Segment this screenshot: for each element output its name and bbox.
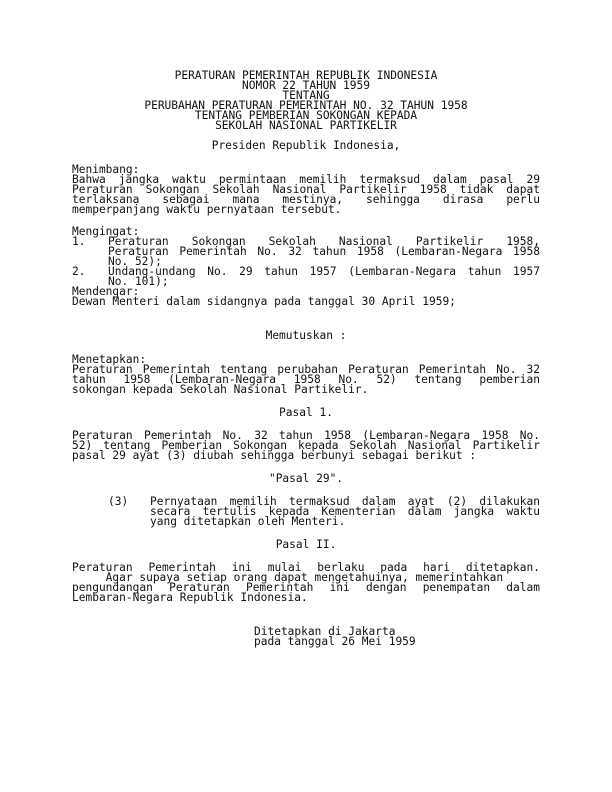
pasal-1-line: pasal 29 ayat (3) diubah sehingga berbunyi sebagai berikut :	[72, 449, 477, 462]
document-page	[72, 71, 540, 647]
menimbang-line: terlaksana sebagai mana mestinya, sehingga dirasa perlu	[72, 193, 540, 206]
menimbang-line: Bahwa jangka waktu permintaan memilih termaksud dalam pasal 29	[72, 173, 540, 186]
item-line: No. 52);	[108, 255, 162, 268]
memutuskan-heading: Memutuskan :	[265, 329, 347, 342]
ayat-number: (3)	[108, 495, 129, 508]
mendengar-text: Dewan Menteri dalam sidangnya pada tanggal 30 April 1959;	[72, 295, 456, 308]
mendengar-label: Mendengar:	[72, 285, 140, 298]
document-header	[72, 71, 540, 131]
item-number: 2.	[72, 265, 86, 278]
mengingat-item	[72, 267, 540, 287]
signature-place: Ditetapkan di Jakarta	[254, 625, 396, 638]
menetapkan-line: tahun 1958 (Lembaran-Negara 1958 No. 52) tentang pemberian	[72, 373, 540, 386]
item-line: Undang-undang No. 29 tahun 1957 (Lembaran-Negara tahun 1957	[108, 265, 540, 278]
item-line: Peraturan Sokongan Sekolah Nasional Partikelir 1958,	[108, 235, 540, 248]
ayat-line: secara tertulis kepada Kementerian dalam jangka waktu	[150, 505, 540, 518]
item-line: Peraturan Pemerintah No. 32 tahun 1958 (Lembaran-Negara 1958	[108, 245, 540, 258]
menimbang-line: memperpanjang waktu pernyataan tersebut.	[72, 203, 342, 216]
menetapkan-line: Peraturan Pemerintah tentang perubahan Peraturan Pemerintah No. 32	[72, 363, 540, 376]
ayat-line: Pernyataan memilih termaksud dalam ayat (2) dilakukan	[150, 495, 540, 508]
header-line: TENTANG PEMBERIAN SOKONGAN KEPADA	[194, 109, 418, 122]
mengingat-label: Mengingat:	[72, 225, 140, 238]
item-number: 1.	[72, 235, 86, 248]
pasal-2-line: Lembaran-Negara Republik Indonesia.	[72, 591, 308, 604]
header-line: PERATURAN PEMERINTAH REPUBLIK INDONESIA	[174, 69, 438, 82]
pasal-1-title: Pasal 1.	[279, 406, 333, 419]
pasal-2-line: Peraturan Pemerintah ini mulai berlaku pada hari ditetapkan.	[72, 561, 540, 574]
pasal-2-section	[72, 540, 540, 603]
menimbang-line: Peraturan Sokongan Sekolah Nasional Partikelir 1958 tidak dapat	[72, 183, 540, 196]
pasal-29-title: "Pasal 29".	[268, 472, 344, 485]
signature-block	[72, 627, 540, 647]
pasal-1-line: Peraturan Pemerintah No. 32 tahun 1958 (Lembaran-Negara 1958 No.	[72, 429, 540, 442]
item-line: No. 101);	[108, 275, 169, 288]
mengingat-section	[72, 227, 540, 307]
signature-date: pada tanggal 26 Mei 1959	[254, 635, 416, 648]
menetapkan-line: sokongan kepada Sekolah Nasional Partikelir.	[72, 383, 369, 396]
ayat-3	[72, 497, 540, 527]
menetapkan-section	[72, 355, 540, 395]
pasal-1-line: 52) tentang Pemberian Sokongan kepada Sekolah Nasional Partikelir	[72, 439, 540, 452]
mengingat-item	[72, 237, 540, 267]
president-line: Presiden Republik Indonesia,	[211, 139, 401, 152]
menimbang-section	[72, 165, 540, 215]
menetapkan-label: Menetapkan:	[72, 353, 147, 366]
pasal-2-line: pengundangan Peraturan Pemerintah ini dengan penempatan dalam	[72, 581, 540, 594]
header-line: PERUBAHAN PERATURAN PEMERINTAH NO. 32 TAHUN 1958	[144, 99, 468, 112]
header-line: SEKOLAH NASIONAL PARTIKELIR	[215, 119, 397, 132]
header-line: NOMOR 22 TAHUN 1959	[242, 79, 370, 92]
menimbang-label: Menimbang:	[72, 163, 140, 176]
pasal-1-section	[72, 408, 540, 527]
pasal-2-title: Pasal II.	[275, 538, 337, 551]
header-line: TENTANG	[282, 89, 330, 102]
pasal-2-line: Agar supaya setiap orang dapat mengetahuinya, memerintahkan	[72, 571, 504, 584]
ayat-line: yang ditetapkan oleh Menteri.	[150, 515, 346, 528]
